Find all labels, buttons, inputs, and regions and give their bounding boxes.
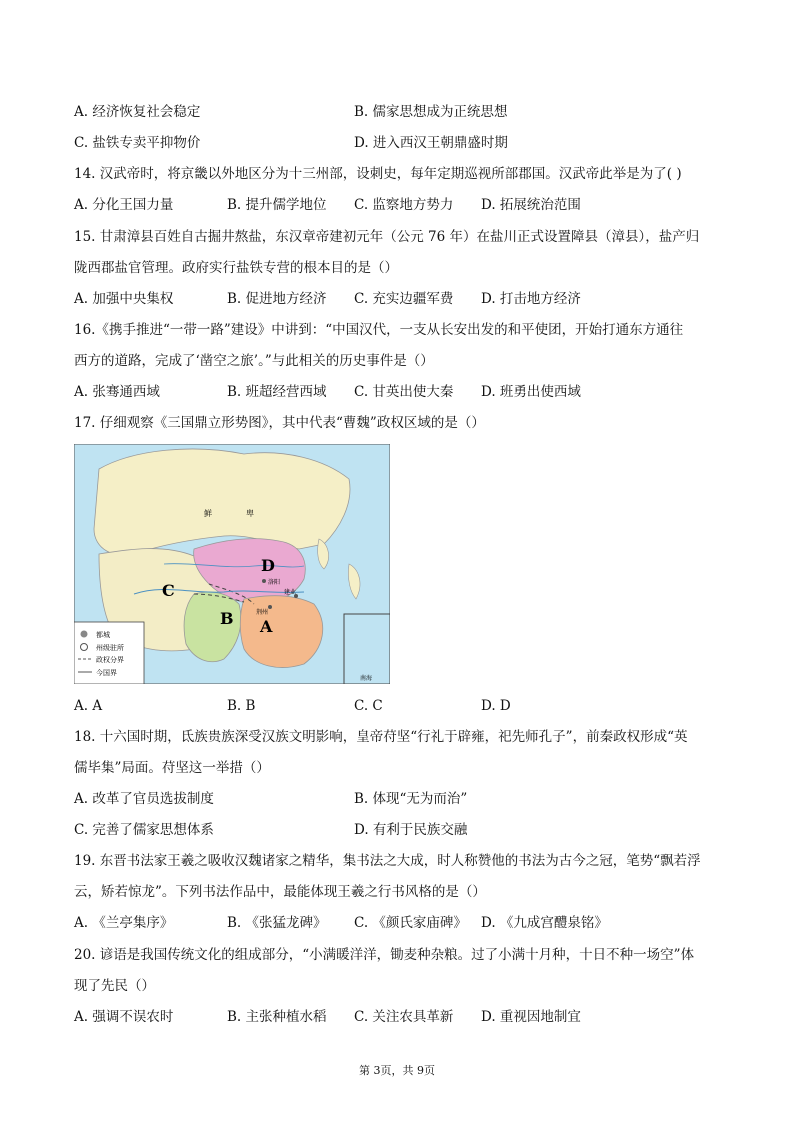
q18-option-d[interactable]: D. 有利于民族交融 [354, 822, 468, 838]
q15-option-c[interactable]: C. 充实边疆军费 [354, 291, 454, 307]
legend-modern-border-text: 今国界 [96, 669, 117, 677]
q19-option-b[interactable]: B. 《张猛龙碑》 [227, 915, 327, 931]
q17-option-a[interactable]: A. A [74, 698, 103, 714]
q17-option-d[interactable]: D. D [481, 698, 511, 714]
q13-option-d[interactable]: D. 进入西汉王朝鼎盛时期 [354, 135, 508, 151]
three-kingdoms-map [74, 444, 390, 684]
map-label-jianye: 建业 [284, 589, 297, 596]
map-region-b: B [220, 609, 234, 628]
q15-stem-line1: 15. 甘肃漳县百姓自古掘井熬盐，东汉章帝建初元年（公元 76 年）在盐川正式设置障县（漳县），盐产归 [74, 229, 700, 245]
q17-stem: 17. 仔细观察《三国鼎立形势图》，其中代表“曹魏”政权区域的是（） [74, 415, 485, 431]
page-footer: 第 3页，共 9页 [359, 1064, 435, 1077]
q18-option-a[interactable]: A. 改革了官员选拔制度 [74, 791, 214, 807]
legend-capital-text: 都城 [96, 631, 110, 639]
prefecture-legend-icon [81, 644, 88, 651]
q17-option-c[interactable]: C. C [354, 698, 383, 714]
q18-stem-line1: 18. 十六国时期，氐族贵族深受汉族文明影响，皇帝苻坚“行礼于辟雍，祀先师孔子”，前秦政权形成“英 [74, 729, 688, 745]
q18-stem-line2: 儒毕集”局面。苻坚这一举措（） [74, 760, 270, 776]
q14-option-a[interactable]: A. 分化王国力量 [74, 197, 174, 213]
q16-stem-line1: 16.《携手推进“一带一路”建设》中讲到：“中国汉代，一支从长安出发的和平使团，开始打通东方通往 [74, 322, 684, 338]
map-label-xian: 鲜 [204, 509, 212, 518]
q13-option-b[interactable]: B. 儒家思想成为正统思想 [354, 104, 508, 120]
legend-regime-border-text: 政权分界 [96, 656, 124, 664]
q13-option-c[interactable]: C. 盐铁专卖平抑物价 [74, 135, 201, 151]
map-region-d: D [261, 556, 275, 575]
q15-option-a[interactable]: A. 加强中央集权 [74, 291, 174, 307]
map-region-a: A [260, 617, 273, 636]
map-label-bei: 卑 [246, 509, 254, 518]
map-label-luoyang: 洛阳 [268, 579, 281, 586]
map-region-c: C [162, 581, 175, 600]
q16-stem-line2: 西方的道路，完成了‘凿空之旅’。”与此相关的历史事件是（） [74, 353, 434, 369]
q20-option-c[interactable]: C. 关注农具革新 [354, 1009, 454, 1025]
q19-option-d[interactable]: D. 《九成宫醴泉铭》 [481, 915, 608, 931]
capital-legend-icon [81, 631, 88, 638]
q18-option-c[interactable]: C. 完善了儒家思想体系 [74, 822, 214, 838]
q19-option-c[interactable]: C. 《颜氏家庙碑》 [354, 915, 467, 931]
q20-option-b[interactable]: B. 主张种植水稻 [227, 1009, 327, 1025]
q16-option-d[interactable]: D. 班勇出使西域 [481, 384, 581, 400]
q19-stem-line2: 云，矫若惊龙”。下列书法作品中，最能体现王羲之行书风格的是（） [74, 884, 486, 900]
q14-option-c[interactable]: C. 监察地方势力 [354, 197, 454, 213]
q14-option-d[interactable]: D. 拓展统治范围 [481, 197, 581, 213]
q13-option-a[interactable]: A. 经济恢复社会稳定 [74, 104, 201, 120]
map-label-jingzhou: 荆州 [256, 609, 269, 616]
q17-option-b[interactable]: B. B [227, 698, 256, 714]
map-inset-label: 南海 [360, 675, 373, 682]
legend-prefecture-text: 州级驻所 [96, 644, 124, 652]
q15-option-b[interactable]: B. 促进地方经济 [227, 291, 327, 307]
q14-option-b[interactable]: B. 提升儒学地位 [227, 197, 327, 213]
q16-option-a[interactable]: A. 张骞通西域 [74, 384, 160, 400]
q15-option-d[interactable]: D. 打击地方经济 [481, 291, 581, 307]
q16-option-c[interactable]: C. 甘英出使大秦 [354, 384, 454, 400]
q20-stem-line2: 现了先民（） [74, 978, 155, 994]
q20-option-d[interactable]: D. 重视因地制宜 [481, 1009, 581, 1025]
q20-option-a[interactable]: A. 强调不误农时 [74, 1009, 174, 1025]
q16-option-b[interactable]: B. 班超经营西域 [227, 384, 327, 400]
q14-stem: 14. 汉武帝时，将京畿以外地区分为十三州部，设刺史，每年定期巡视所部郡国。汉武帝此举是为了( ) [74, 166, 682, 182]
q18-option-b[interactable]: B. 体现“无为而治” [354, 791, 468, 807]
q20-stem-line1: 20. 谚语是我国传统文化的组成部分，“小满暖洋洋，锄麦种杂粮。过了小满十月种，十日不种一场空”体 [74, 947, 695, 963]
q19-stem-line1: 19. 东晋书法家王羲之吸收汉魏诸家之精华，集书法之大成，时人称赞他的书法为古今之冠，笔势“飘若浮 [74, 853, 701, 869]
q19-option-a[interactable]: A. 《兰亭集序》 [74, 915, 174, 931]
q15-stem-line2: 陇西郡盐官管理。政府实行盐铁专营的根本目的是（） [74, 260, 398, 276]
